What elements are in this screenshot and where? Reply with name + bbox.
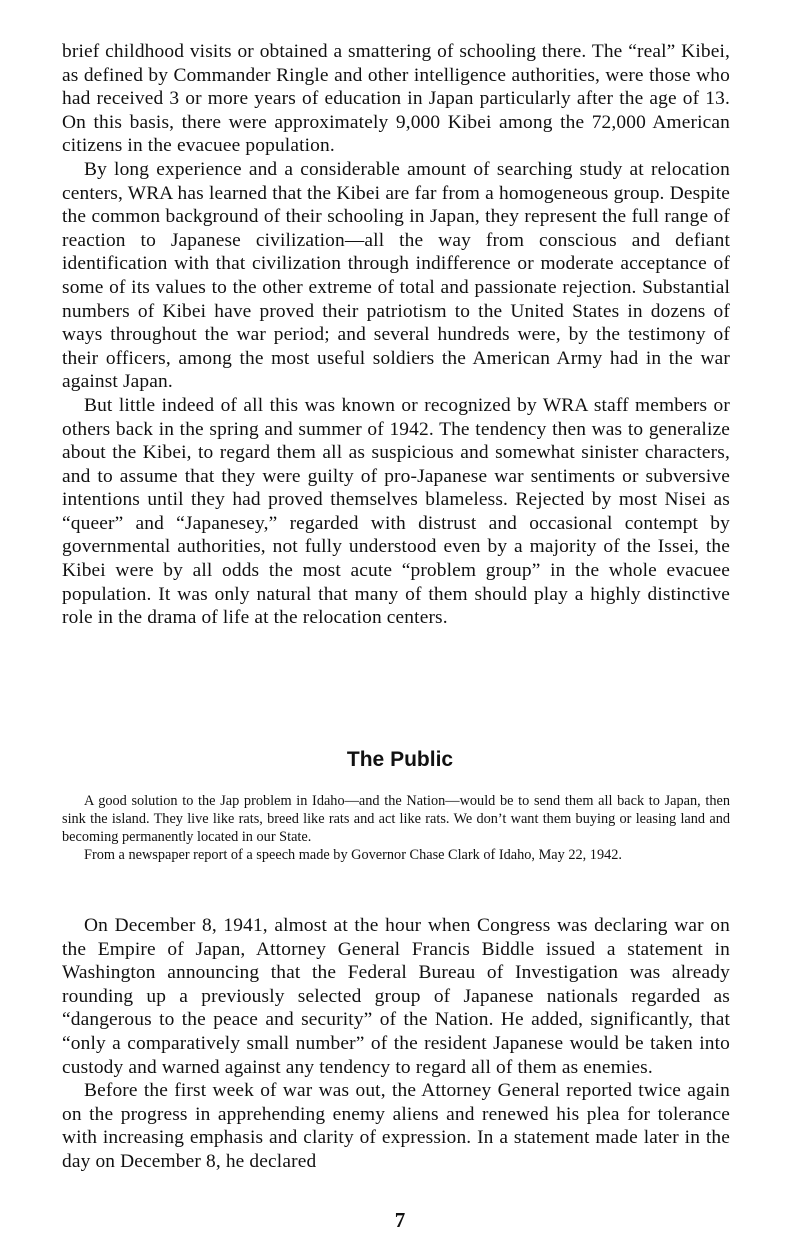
- paragraph: Before the first week of war was out, the Attorney General reported twice again on the progress in apprehending enemy aliens and renewed his plea for tolerance with increasing emphasis and clarity of expression. In a statement made later in the day on December 8, he declared: [62, 1080, 730, 1172]
- paragraph: By long experience and a considerable amount of searching study at relocation centers, WRA has learned that the Kibei are far from a homogeneous group. Despite the common background of their schooling in Japan, they represent the full range of reaction to Japanese civilization—all the way from conscious and defiant identification with that civilization through indifference or moderate acceptance of some of its values to the other extreme of total and passionate rejection. Substantial numbers of Kibei have proved their patriotism to the United States in dozens of ways throughout the war period; and several hundreds were, by the testimony of their officers, among the most useful soldiers the American Army had in the war against Japan.: [62, 158, 730, 393]
- epigraph: [62, 792, 730, 864]
- body-text-top: [62, 40, 730, 630]
- page-number: 7: [394, 1208, 406, 1232]
- body-text-bottom: [62, 914, 730, 1174]
- epigraph-quote: A good solution to the Jap problem in Idaho—and the Nation—would be to send them all back to Japan, then sink the island. They live like rats, breed like rats and act like rats. We don’t want them buying or leasing land and becoming permanently located in our State.: [62, 793, 730, 845]
- epigraph-attribution: From a newspaper report of a speech made by Governor Chase Clark of Idaho, May 22, 1942.: [84, 847, 622, 863]
- paragraph: On December 8, 1941, almost at the hour when Congress was declaring war on the Empire of Japan, Attorney General Francis Biddle issued a statement in Washington announcing that the Federal Bureau of Investigation was already rounding up a previously selected group of Japanese nationals regarded as “dangerous to the peace and security” of the Nation. He added, significantly, that “only a comparatively small number” of the resident Japanese would be taken into custody and warned against any tendency to regard all of them as enemies.: [62, 915, 730, 1078]
- paragraph: brief childhood visits or obtained a smattering of schooling there. The “real” Kibei, as defined by Commander Ringle and other intelligence authorities, were those who had received 3 or more years of education in Japan particularly after the age of 13. On this basis, there were approximately 9,000 Kibei among the 72,000 American citizens in the evacuee population.: [62, 41, 730, 157]
- section-heading: The Public: [346, 748, 454, 771]
- paragraph: But little indeed of all this was known or recognized by WRA staff members or others back in the spring and summer of 1942. The tendency then was to generalize about the Kibei, to regard them all as suspicious and somewhat sinister characters, and to assume that they were guilty of pro-Japanese war sentiments or subversive intentions until they had proved themselves blameless. Rejected by most Nisei as “queer” and “Japanesey,” regarded with distrust and occasional contempt by governmental authorities, not fully understood even by a majority of the Issei, the Kibei were by all odds the most acute “problem group” in the whole evacuee population. It was only natural that many of them should play a highly distinctive role in the drama of life at the relocation centers.: [62, 394, 730, 629]
